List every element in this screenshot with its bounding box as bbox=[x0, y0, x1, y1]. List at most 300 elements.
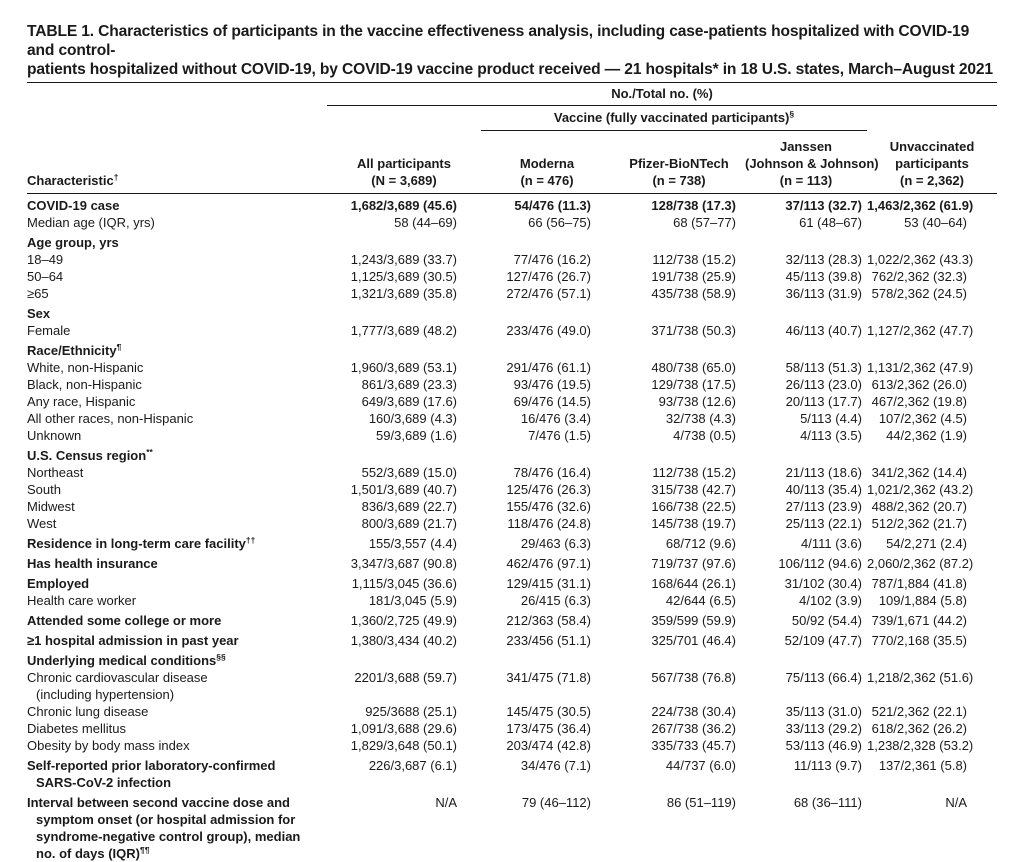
row-label-text: South bbox=[27, 481, 61, 497]
cell-value: 78/476 (16.4) bbox=[513, 464, 591, 480]
cell-value: 649/3,689 (17.6) bbox=[361, 393, 457, 409]
cell-value: 739/1,671 (44.2) bbox=[871, 612, 968, 628]
row-label-continuation bbox=[27, 811, 327, 828]
row-label bbox=[27, 393, 327, 410]
row-label-text: 18–49 bbox=[27, 251, 64, 267]
cell-value: 521/2,362 (22.1) bbox=[871, 703, 968, 719]
row-label-text: ≥65 bbox=[27, 285, 49, 301]
cell-value: 224/738 (30.4) bbox=[651, 703, 736, 719]
table-row bbox=[27, 754, 997, 791]
cell-value: 3,347/3,687 (90.8) bbox=[350, 555, 457, 571]
table-row bbox=[27, 231, 997, 251]
cell-value: 52/109 (47.7) bbox=[784, 632, 862, 648]
cell-value: 371/738 (50.3) bbox=[651, 322, 736, 338]
row-label-continuation bbox=[27, 828, 327, 845]
table-row bbox=[27, 703, 997, 720]
row-label bbox=[27, 498, 327, 515]
cell-value: 233/476 (49.0) bbox=[506, 322, 591, 338]
row-label bbox=[27, 592, 327, 609]
cell-value: 44/2,362 (1.9) bbox=[886, 427, 968, 443]
cell-value: 341/2,362 (14.4) bbox=[871, 464, 968, 480]
row-label-text: (including hypertension) bbox=[36, 686, 175, 702]
cell-value: 129/738 (17.5) bbox=[651, 376, 736, 392]
row-label bbox=[27, 669, 327, 703]
cell-value: 1,127/2,362 (47.7) bbox=[867, 322, 974, 338]
row-label bbox=[27, 427, 327, 444]
cell-value bbox=[745, 444, 867, 464]
col-header-line: (Johnson & Johnson) bbox=[745, 155, 879, 171]
table-row bbox=[27, 444, 997, 464]
cell-value: 925/3688 (25.1) bbox=[365, 703, 457, 719]
row-label-text: Obesity by body mass index bbox=[27, 737, 190, 753]
cell-value: 462/476 (97.1) bbox=[506, 555, 591, 571]
cell-value: 1,501/3,689 (40.7) bbox=[350, 481, 457, 497]
table-document bbox=[27, 22, 997, 862]
cell-value: 127/476 (26.7) bbox=[506, 268, 591, 284]
row-label-text: Residence in long-term care facility bbox=[27, 535, 246, 551]
row-label bbox=[27, 193, 327, 214]
cell-value bbox=[867, 444, 997, 464]
col-header-line: Moderna bbox=[519, 155, 575, 171]
row-label-text: Attended some college or more bbox=[27, 612, 222, 628]
cell-value: 4/102 (3.9) bbox=[799, 592, 862, 608]
col-header-characteristic bbox=[27, 131, 327, 194]
cell-value: 4/111 (3.6) bbox=[801, 535, 862, 551]
cell-value: 480/738 (65.0) bbox=[651, 359, 736, 375]
cell-value: 203/474 (42.8) bbox=[506, 737, 591, 753]
cell-value: 770/2,168 (35.5) bbox=[871, 632, 968, 648]
row-label bbox=[27, 359, 327, 376]
cell-value: 315/738 (42.7) bbox=[651, 481, 736, 497]
cell-value: 1,115/3,045 (36.6) bbox=[351, 575, 457, 591]
row-label-text: All other races, non-Hispanic bbox=[27, 410, 194, 426]
cell-value: 836/3,689 (22.7) bbox=[361, 498, 457, 514]
spanner-vaccine bbox=[481, 106, 867, 131]
table-row bbox=[27, 268, 997, 285]
col-header-janssen bbox=[745, 131, 879, 194]
table-row bbox=[27, 737, 997, 754]
cell-value: 212/363 (58.4) bbox=[506, 612, 591, 628]
cell-value: 233/456 (51.1) bbox=[506, 632, 591, 648]
cell-value: 11/113 (9.7) bbox=[793, 757, 862, 773]
cell-value bbox=[327, 444, 481, 464]
footnote-mark: ¶¶ bbox=[140, 844, 150, 855]
cell-value: 93/738 (12.6) bbox=[658, 393, 736, 409]
cell-value: 1,218/2,362 (51.6) bbox=[867, 669, 974, 685]
cell-value: 1,131/2,362 (47.9) bbox=[867, 359, 974, 375]
cell-value: 552/3,689 (15.0) bbox=[361, 464, 457, 480]
cell-value: 44/737 (6.0) bbox=[665, 757, 736, 773]
table-row bbox=[27, 376, 997, 393]
cell-value bbox=[745, 302, 867, 322]
row-label bbox=[27, 720, 327, 737]
cell-value: 66 (56–75) bbox=[528, 214, 591, 230]
row-label bbox=[27, 703, 327, 720]
cell-value: 54/476 (11.3) bbox=[514, 197, 591, 213]
cell-value bbox=[613, 302, 745, 322]
table-row bbox=[27, 393, 997, 410]
row-label-text: Race/Ethnicity bbox=[27, 342, 117, 358]
row-label bbox=[27, 464, 327, 481]
col-header-line: All participants bbox=[357, 155, 451, 171]
col-header-n: (n = 476) bbox=[520, 172, 574, 188]
cell-value bbox=[481, 444, 613, 464]
cell-value: 129/415 (31.1) bbox=[506, 575, 591, 591]
row-label-text: SARS-CoV-2 infection bbox=[36, 774, 172, 790]
cell-value: 267/738 (36.2) bbox=[651, 720, 736, 736]
row-label bbox=[27, 410, 327, 427]
footnote-mark: §§ bbox=[216, 651, 226, 662]
cell-value: 512/2,362 (21.7) bbox=[871, 515, 968, 531]
col-header-line: Unvaccinated bbox=[889, 138, 975, 154]
table-row bbox=[27, 427, 997, 444]
cell-value: 226/3,687 (6.1) bbox=[368, 757, 457, 773]
cell-value bbox=[745, 339, 867, 359]
cell-value bbox=[327, 231, 481, 251]
cell-value: 36/113 (31.9) bbox=[785, 285, 862, 301]
table-row bbox=[27, 532, 997, 552]
row-label bbox=[27, 251, 327, 268]
cell-value: 335/733 (45.7) bbox=[651, 737, 736, 753]
cell-value: 61 (48–67) bbox=[799, 214, 862, 230]
col-header-all-participants bbox=[327, 131, 481, 194]
cell-value: 75/113 (66.4) bbox=[785, 669, 862, 685]
table-row bbox=[27, 464, 997, 481]
col-header-n: (n = 113) bbox=[779, 172, 833, 188]
table-row bbox=[27, 791, 997, 862]
cell-value: 4/113 (3.5) bbox=[800, 427, 862, 443]
row-label-text: syndrome-negative control group), median bbox=[36, 828, 301, 844]
row-label-text: West bbox=[27, 515, 57, 531]
row-label bbox=[27, 444, 327, 464]
cell-value: 31/102 (30.4) bbox=[784, 575, 862, 591]
cell-value: 26/415 (6.3) bbox=[520, 592, 591, 608]
cell-value: 1,091/3,688 (29.6) bbox=[350, 720, 457, 736]
row-label-text: Any race, Hispanic bbox=[27, 393, 136, 409]
cell-value: 69/476 (14.5) bbox=[513, 393, 591, 409]
cell-value: 5/113 (4.4) bbox=[800, 410, 862, 426]
table-row bbox=[27, 481, 997, 498]
cell-value: 79 (46–112) bbox=[521, 794, 591, 810]
cell-value: 1,463/2,362 (61.9) bbox=[867, 197, 974, 213]
cell-value: 16/476 (3.4) bbox=[520, 410, 591, 426]
row-label bbox=[27, 214, 327, 231]
row-label bbox=[27, 515, 327, 532]
cell-value: 1,125/3,689 (30.5) bbox=[350, 268, 457, 284]
row-label-continuation bbox=[27, 845, 327, 862]
cell-value: 155/3,557 (4.4) bbox=[368, 535, 457, 551]
cell-value: 1,682/3,689 (45.6) bbox=[350, 197, 457, 213]
cell-value bbox=[867, 339, 997, 359]
cell-value: 762/2,362 (32.3) bbox=[871, 268, 968, 284]
row-label-text: Underlying medical conditions bbox=[27, 652, 217, 668]
footnote-mark: †† bbox=[245, 534, 256, 545]
cell-value: 1,021/2,362 (43.2) bbox=[867, 481, 974, 497]
cell-value bbox=[867, 302, 997, 322]
cell-value: 1,360/2,725 (49.9) bbox=[350, 612, 457, 628]
table-row bbox=[27, 572, 997, 592]
row-label-text: Female bbox=[27, 322, 71, 338]
cell-value: 86 (51–119) bbox=[666, 794, 736, 810]
header-spanner-row-2 bbox=[27, 106, 997, 131]
cell-value bbox=[745, 649, 867, 669]
cell-value bbox=[481, 231, 613, 251]
row-label-text: Employed bbox=[27, 575, 90, 591]
row-label-text: Self-reported prior laboratory-confirmed bbox=[27, 757, 276, 773]
cell-value: 50/92 (54.4) bbox=[791, 612, 862, 628]
row-label bbox=[27, 481, 327, 498]
footnote-mark: § bbox=[789, 109, 795, 119]
cell-value: 155/476 (32.6) bbox=[506, 498, 591, 514]
table-body bbox=[27, 193, 997, 862]
cell-value: 46/113 (40.7) bbox=[785, 322, 862, 338]
row-label bbox=[27, 302, 327, 322]
cell-value: 1,380/3,434 (40.2) bbox=[350, 632, 457, 648]
characteristics-table bbox=[27, 83, 997, 862]
row-label bbox=[27, 339, 327, 359]
row-label-text: COVID-19 case bbox=[27, 197, 120, 213]
row-label-text: Chronic lung disease bbox=[27, 703, 149, 719]
table-row bbox=[27, 669, 997, 703]
cell-value: 118/476 (24.8) bbox=[507, 515, 591, 531]
col-header-line: Pfizer-BioNTech bbox=[629, 155, 729, 171]
cell-value: 107/2,362 (4.5) bbox=[878, 410, 968, 426]
cell-value: 191/738 (25.9) bbox=[651, 268, 736, 284]
row-label bbox=[27, 285, 327, 302]
cell-value: 125/476 (26.3) bbox=[506, 481, 591, 497]
row-label bbox=[27, 268, 327, 285]
cell-value: 93/476 (19.5) bbox=[513, 376, 591, 392]
cell-value: 32/738 (4.3) bbox=[665, 410, 736, 426]
table-title-line-2: patients hospitalized without COVID-19, by COVID-19 vaccine product received — 21 hospitals* in 18 U.S. states, March–August 2021 bbox=[27, 61, 993, 78]
spanner-vaccine-label: Vaccine (fully vaccinated participants) bbox=[553, 110, 790, 125]
row-label-text: ≥1 hospital admission in past year bbox=[27, 632, 239, 648]
cell-value bbox=[745, 231, 867, 251]
table-row bbox=[27, 214, 997, 231]
cell-value: 467/2,362 (19.8) bbox=[871, 393, 968, 409]
cell-value: 787/1,884 (41.8) bbox=[871, 575, 968, 591]
table-row bbox=[27, 410, 997, 427]
cell-value: 181/3,045 (5.9) bbox=[368, 592, 457, 608]
cell-value: 166/738 (22.5) bbox=[651, 498, 736, 514]
table-row bbox=[27, 302, 997, 322]
cell-value: 53 (40–64) bbox=[904, 214, 968, 230]
row-label-text: Unknown bbox=[27, 427, 82, 443]
table-row bbox=[27, 498, 997, 515]
cell-value bbox=[327, 302, 481, 322]
cell-value: 59/3,689 (1.6) bbox=[376, 427, 457, 443]
cell-value: 325/701 (46.4) bbox=[651, 632, 736, 648]
col-header-line: Janssen bbox=[779, 138, 833, 154]
row-label-text: Midwest bbox=[27, 498, 75, 514]
cell-value: 145/738 (19.7) bbox=[651, 515, 736, 531]
row-label bbox=[27, 791, 327, 862]
cell-value: 32/113 (28.3) bbox=[785, 251, 862, 267]
row-label-text: Interval between second vaccine dose and bbox=[27, 794, 290, 810]
cell-value: 42/644 (6.5) bbox=[665, 592, 736, 608]
cell-value: 618/2,362 (26.2) bbox=[871, 720, 968, 736]
cell-value: 37/113 (32.7) bbox=[785, 197, 862, 213]
table-row bbox=[27, 339, 997, 359]
cell-value: 34/476 (7.1) bbox=[520, 757, 591, 773]
table-row bbox=[27, 285, 997, 302]
cell-value bbox=[867, 649, 997, 669]
column-header-row bbox=[27, 131, 997, 194]
row-label bbox=[27, 629, 327, 649]
cell-value: 29/463 (6.3) bbox=[520, 535, 591, 551]
cell-value: 68 (57–77) bbox=[673, 214, 736, 230]
cell-value: 1,238/2,328 (53.2) bbox=[867, 737, 974, 753]
cell-value: 40/113 (35.4) bbox=[785, 481, 862, 497]
col-header-n: (n = 2,362) bbox=[900, 172, 964, 188]
cell-value: 2,060/2,362 (87.2) bbox=[867, 555, 974, 571]
cell-value: 1,829/3,648 (50.1) bbox=[350, 737, 457, 753]
cell-value: 272/476 (57.1) bbox=[506, 285, 591, 301]
cell-value bbox=[481, 339, 613, 359]
cell-value: 54/2,271 (2.4) bbox=[886, 535, 968, 551]
cell-value: 719/737 (97.6) bbox=[651, 555, 736, 571]
cell-value: 173/475 (36.4) bbox=[506, 720, 591, 736]
row-label-text: Sex bbox=[27, 305, 51, 321]
cell-value: 578/2,362 (24.5) bbox=[871, 285, 968, 301]
footnote-mark: ** bbox=[146, 446, 153, 457]
table-title-line-1: TABLE 1. Characteristics of participants in the vaccine effectiveness analysis, including case-patients hospitalized with COVID-19 and control- bbox=[27, 23, 970, 59]
row-label bbox=[27, 376, 327, 393]
row-label-continuation bbox=[27, 686, 327, 703]
cell-value: 1,777/3,689 (48.2) bbox=[350, 322, 457, 338]
cell-value: 21/113 (18.6) bbox=[785, 464, 862, 480]
col-header-n: (N = 3,689) bbox=[371, 172, 437, 188]
row-label-text: Black, non-Hispanic bbox=[27, 376, 142, 392]
cell-value bbox=[867, 231, 997, 251]
cell-value: 35/113 (31.0) bbox=[785, 703, 862, 719]
table-row bbox=[27, 649, 997, 669]
table-row bbox=[27, 359, 997, 376]
row-label-text: Chronic cardiovascular disease bbox=[27, 669, 208, 685]
col-header-characteristic-label: Characteristic bbox=[27, 172, 114, 188]
footnote-mark: † bbox=[113, 171, 119, 182]
cell-value: 341/475 (71.8) bbox=[506, 669, 591, 685]
cell-value: 168/644 (26.1) bbox=[651, 575, 736, 591]
row-label bbox=[27, 609, 327, 629]
row-label-text: U.S. Census region bbox=[27, 447, 147, 463]
row-label-text: Health care worker bbox=[27, 592, 137, 608]
cell-value: 145/475 (30.5) bbox=[506, 703, 591, 719]
table-row bbox=[27, 609, 997, 629]
col-header-pfizer bbox=[613, 131, 745, 194]
cell-value: 488/2,362 (20.7) bbox=[871, 498, 968, 514]
cell-value bbox=[481, 649, 613, 669]
row-label bbox=[27, 231, 327, 251]
cell-value: N/A bbox=[945, 794, 968, 810]
cell-value: 7/476 (1.5) bbox=[528, 427, 591, 443]
row-label bbox=[27, 572, 327, 592]
table-row bbox=[27, 720, 997, 737]
cell-value: 53/113 (46.9) bbox=[785, 737, 862, 753]
col-header-line: participants bbox=[895, 155, 969, 171]
cell-value: 68/712 (9.6) bbox=[665, 535, 736, 551]
cell-value: 1,243/3,689 (33.7) bbox=[350, 251, 457, 267]
cell-value bbox=[481, 302, 613, 322]
cell-value bbox=[327, 649, 481, 669]
cell-value: 112/738 (15.2) bbox=[652, 251, 736, 267]
cell-value: 1,960/3,689 (53.1) bbox=[350, 359, 457, 375]
row-label bbox=[27, 649, 327, 669]
row-label bbox=[27, 532, 327, 552]
row-label-text: symptom onset (or hospital admission for bbox=[36, 811, 296, 827]
col-header-n: (n = 738) bbox=[652, 172, 706, 188]
cell-value: 1,022/2,362 (43.3) bbox=[867, 251, 974, 267]
row-label bbox=[27, 322, 327, 339]
cell-value: 77/476 (16.2) bbox=[513, 251, 591, 267]
cell-value: 137/2,361 (5.8) bbox=[878, 757, 968, 773]
cell-value: 2201/3,688 (59.7) bbox=[354, 669, 457, 685]
cell-value: 160/3,689 (4.3) bbox=[368, 410, 457, 426]
row-label bbox=[27, 552, 327, 572]
footnote-mark: ¶ bbox=[116, 341, 122, 352]
cell-value: 33/113 (29.2) bbox=[785, 720, 862, 736]
row-label-text: 50–64 bbox=[27, 268, 64, 284]
cell-value bbox=[613, 649, 745, 669]
cell-value bbox=[327, 339, 481, 359]
cell-value bbox=[613, 231, 745, 251]
cell-value: 291/476 (61.1) bbox=[506, 359, 591, 375]
cell-value: 4/738 (0.5) bbox=[673, 427, 736, 443]
row-label-text: no. of days (IQR) bbox=[36, 845, 140, 861]
header-spanner-row-1 bbox=[27, 83, 997, 106]
cell-value: 435/738 (58.9) bbox=[651, 285, 736, 301]
cell-value: 567/738 (76.8) bbox=[651, 669, 736, 685]
row-label-text: Diabetes mellitus bbox=[27, 720, 126, 736]
table-row bbox=[27, 552, 997, 572]
row-label-text: Median age (IQR, yrs) bbox=[27, 214, 155, 230]
row-label bbox=[27, 737, 327, 754]
cell-value: 613/2,362 (26.0) bbox=[871, 376, 968, 392]
table-row bbox=[27, 592, 997, 609]
col-header-moderna bbox=[481, 131, 613, 194]
cell-value: 861/3,689 (23.3) bbox=[361, 376, 457, 392]
table-row bbox=[27, 251, 997, 268]
cell-value: 26/113 (23.0) bbox=[785, 376, 862, 392]
cell-value: 45/113 (39.8) bbox=[785, 268, 862, 284]
row-label-continuation bbox=[27, 774, 327, 791]
cell-value: 128/738 (17.3) bbox=[651, 197, 736, 213]
cell-value: 27/113 (23.9) bbox=[785, 498, 862, 514]
col-header-unvaccinated bbox=[867, 131, 997, 194]
cell-value: 800/3,689 (21.7) bbox=[361, 515, 457, 531]
row-label-text: Age group, yrs bbox=[27, 234, 119, 250]
row-label bbox=[27, 754, 327, 791]
row-label-text: Northeast bbox=[27, 464, 84, 480]
cell-value: 359/599 (59.9) bbox=[651, 612, 736, 628]
table-row bbox=[27, 629, 997, 649]
cell-value: 68 (36–111) bbox=[793, 794, 862, 810]
table-row bbox=[27, 193, 997, 214]
cell-value: 20/113 (17.7) bbox=[785, 393, 862, 409]
cell-value bbox=[613, 444, 745, 464]
cell-value: 58/113 (51.3) bbox=[785, 359, 862, 375]
row-label-text: White, non-Hispanic bbox=[27, 359, 144, 375]
cell-value: 106/112 (94.6) bbox=[778, 555, 862, 571]
spanner-no-total: No./Total no. (%) bbox=[327, 83, 997, 106]
table-row bbox=[27, 515, 997, 532]
table-title bbox=[27, 22, 997, 83]
cell-value: N/A bbox=[435, 794, 457, 810]
cell-value bbox=[613, 339, 745, 359]
cell-value: 58 (44–69) bbox=[394, 214, 457, 230]
cell-value: 1,321/3,689 (35.8) bbox=[350, 285, 457, 301]
cell-value: 109/1,884 (5.8) bbox=[878, 592, 968, 608]
